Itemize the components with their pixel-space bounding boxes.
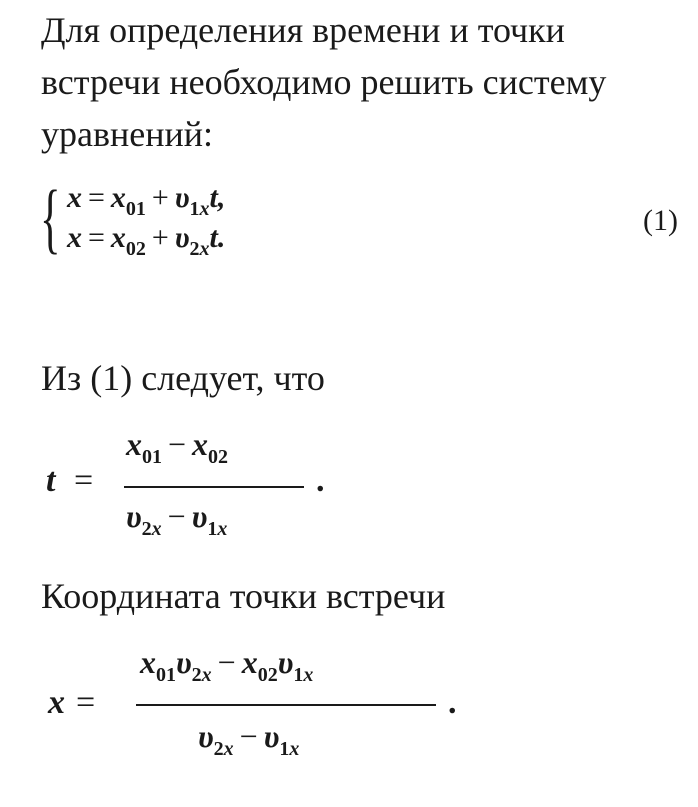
eq2-period: . bbox=[217, 221, 226, 254]
num-x02-sub: 02 bbox=[257, 664, 278, 686]
den-v2-index: 2 bbox=[213, 738, 224, 760]
eq1-plus: + bbox=[151, 181, 169, 214]
eq1-comma: , bbox=[217, 181, 226, 214]
formula-x-numerator bbox=[140, 644, 314, 686]
num-v2-axis: x bbox=[201, 664, 212, 686]
formula-x-equals: = bbox=[76, 684, 96, 721]
coordinate-label: Координата точки встречи bbox=[41, 576, 446, 616]
den-v1-sub bbox=[279, 738, 299, 760]
den-v2-sub bbox=[214, 738, 234, 760]
den-v2-sub bbox=[142, 518, 162, 540]
formula-coordinate bbox=[48, 636, 478, 776]
num-v1-sub bbox=[293, 664, 313, 686]
num-v1: υ bbox=[277, 644, 294, 680]
num-v2-index: 2 bbox=[191, 664, 202, 686]
eq2-v-sub bbox=[190, 238, 210, 260]
formula-x-denominator bbox=[198, 718, 300, 760]
eq1-x-sub: 01 bbox=[125, 198, 146, 220]
eq1-lhs: x bbox=[67, 181, 82, 214]
follows-paragraph: Из (1) следует, что bbox=[41, 358, 325, 398]
intro-paragraph: Для определения времени и точки встречи необходимо решить систему уравнений: bbox=[41, 10, 607, 154]
eq2-lhs: x bbox=[67, 221, 82, 254]
den-minus: − bbox=[239, 718, 258, 754]
formula-t-numerator bbox=[126, 426, 229, 468]
num-x02: x bbox=[192, 426, 209, 462]
eq2-v-sub-index: 2 bbox=[189, 238, 200, 260]
eq2-v: υ bbox=[174, 221, 190, 254]
num-x02-sub: 02 bbox=[208, 446, 229, 468]
formula-t-equals: = bbox=[74, 462, 94, 499]
den-v1-index: 1 bbox=[207, 518, 218, 540]
left-brace: { bbox=[40, 174, 61, 261]
den-v2-index: 2 bbox=[141, 518, 152, 540]
den-v2-axis: x bbox=[151, 518, 162, 540]
eq2-x-sub: 02 bbox=[125, 238, 146, 260]
num-v2: υ bbox=[176, 644, 192, 680]
formula-t-period: . bbox=[316, 462, 325, 499]
num-v2-sub bbox=[192, 664, 212, 686]
num-x01-sub: 01 bbox=[156, 664, 176, 686]
eq1-v-sub-index: 1 bbox=[189, 198, 200, 220]
equation-1 bbox=[67, 180, 225, 219]
den-v1-sub bbox=[207, 518, 227, 540]
eq2-plus: + bbox=[151, 221, 169, 254]
equation-system bbox=[40, 176, 680, 266]
eq2-t: t bbox=[209, 221, 218, 254]
den-minus: − bbox=[167, 498, 186, 534]
formula-t-denominator bbox=[126, 498, 228, 540]
num-minus: − bbox=[217, 644, 236, 680]
eq2-equals: = bbox=[88, 221, 105, 254]
num-v1-axis: x bbox=[303, 664, 314, 686]
den-v2: υ bbox=[126, 498, 142, 534]
num-x02: x bbox=[241, 644, 258, 680]
eq1-equals: = bbox=[88, 181, 105, 214]
eq1-t: t bbox=[209, 181, 218, 214]
fraction-bar bbox=[136, 704, 436, 706]
eq2-v-sub-axis: x bbox=[199, 238, 210, 260]
eq1-x: x bbox=[110, 181, 126, 214]
num-v1-index: 1 bbox=[293, 664, 304, 686]
den-v1: υ bbox=[191, 498, 208, 534]
formula-t-lhs: t bbox=[46, 462, 56, 499]
den-v2: υ bbox=[198, 718, 214, 754]
fraction-bar bbox=[124, 486, 304, 488]
formula-x-lhs: x bbox=[48, 684, 65, 721]
eq1-v-sub-axis: x bbox=[199, 198, 210, 220]
den-v2-axis: x bbox=[223, 738, 234, 760]
den-v1: υ bbox=[263, 718, 280, 754]
equation-number: (1) bbox=[643, 204, 678, 237]
num-x01: x bbox=[126, 426, 142, 462]
eq2-x: x bbox=[110, 221, 126, 254]
den-v1-axis: x bbox=[289, 738, 300, 760]
num-x01: x bbox=[140, 644, 156, 680]
num-minus: − bbox=[168, 426, 187, 462]
eq1-v: υ bbox=[174, 181, 190, 214]
equation-2 bbox=[67, 220, 225, 259]
eq1-v-sub bbox=[190, 198, 210, 220]
num-x01-sub: 01 bbox=[142, 446, 162, 468]
formula-time bbox=[46, 418, 366, 548]
formula-x-period: . bbox=[448, 684, 457, 721]
den-v1-axis: x bbox=[217, 518, 228, 540]
den-v1-index: 1 bbox=[279, 738, 290, 760]
